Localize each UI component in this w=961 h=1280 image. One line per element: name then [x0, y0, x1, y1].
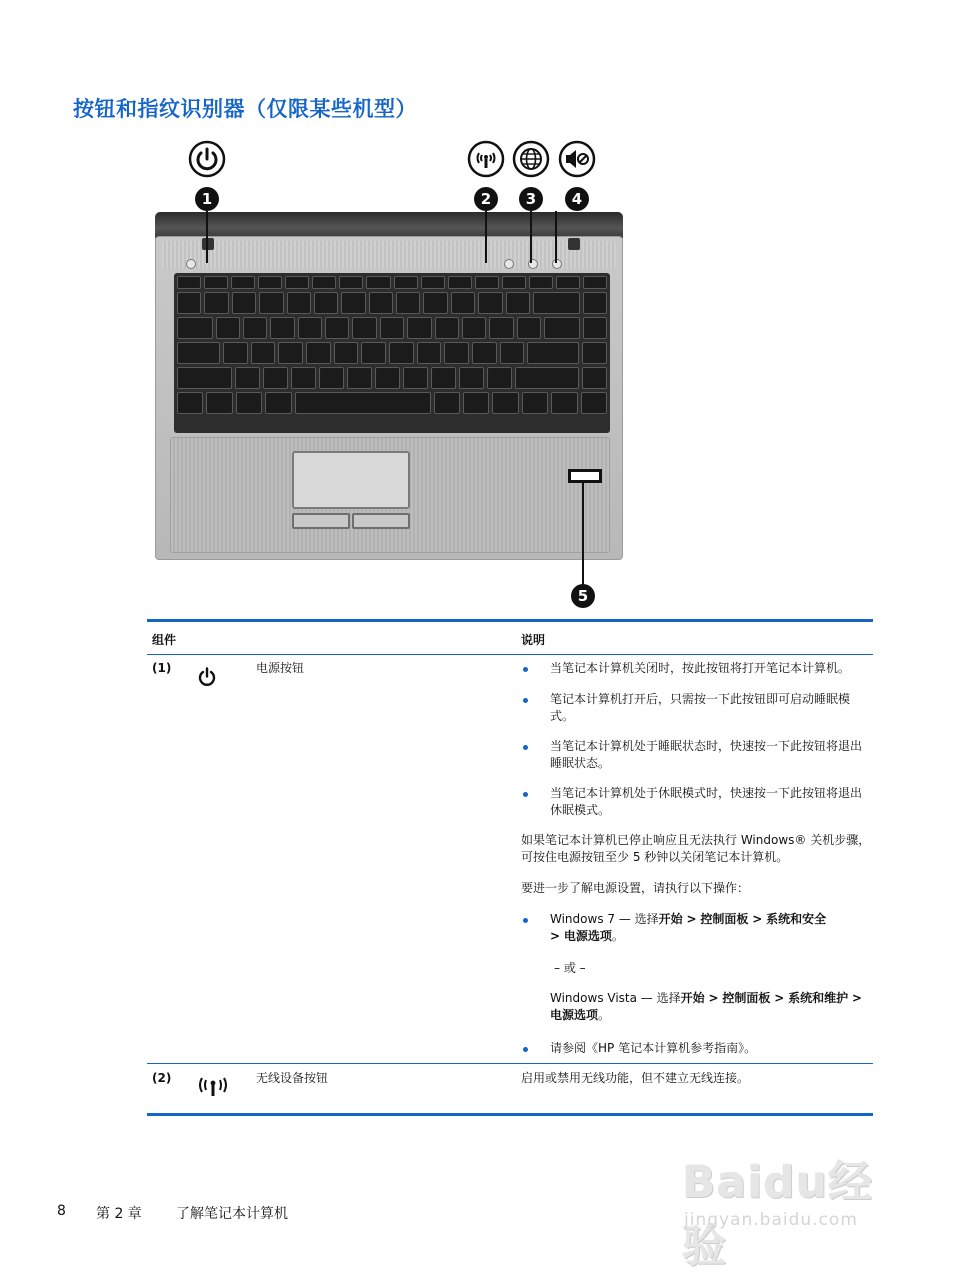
row-1-bullet-3: 当笔记本计算机处于睡眠状态时，快速按一下此按钮将退出睡眠状态。 [550, 739, 863, 770]
vista-system-maintenance: 系统和维护 [788, 991, 849, 1005]
leader-line-5 [582, 481, 584, 585]
callout-2: 2 [474, 187, 498, 211]
row-rule [147, 1063, 873, 1064]
laptop-deck [155, 236, 623, 560]
callout-1: 1 [195, 187, 219, 211]
table-top-rule [147, 619, 873, 622]
page-title: 按钮和指纹识别器（仅限某些机型） [73, 97, 417, 121]
row-1-paragraph-1: 如果笔记本计算机已停止响应且无法执行 Windows® 关机步骤，可按住电源按钮至少 5 秒钟以关闭笔记本计算机。 [521, 833, 871, 864]
keyboard-row [177, 392, 607, 414]
vista-control-panel: 控制面板 [722, 991, 771, 1005]
win7-system-security: 系统和安全 [766, 912, 827, 926]
win7-power-options: 电源选项 [563, 929, 612, 943]
mute-icon [558, 140, 596, 178]
bullet [523, 698, 528, 703]
header-component: 组件 [152, 633, 177, 647]
vista-power-options: 电源选项 [550, 1008, 599, 1022]
row-1-bullet-1: 当笔记本计算机关闭时，按此按钮将打开笔记本计算机。 [550, 661, 851, 675]
path-separator: > [550, 929, 561, 943]
row-1-windows7-path: Windows 7 — 选择开始 > 控制面板 > 系统和安全 > 电源选项。 [550, 912, 827, 943]
laptop-figure [150, 138, 630, 613]
win7-start: 开始 [658, 912, 683, 926]
vista-lead: Windows Vista — 选择 [550, 991, 681, 1005]
leader-line-2 [485, 211, 487, 263]
chapter-title: 了解笔记本计算机 [176, 1206, 288, 1222]
baidu-watermark [672, 1138, 912, 1272]
power-icon [197, 667, 217, 687]
row-2-description: 启用或禁用无线功能，但不建立无线连接。 [521, 1071, 750, 1085]
bullet [523, 667, 528, 672]
page-number: 8 [57, 1203, 66, 1219]
mute-button-dot [552, 259, 562, 269]
row-1-vista-path: Windows Vista — 选择开始 > 控制面板 > 系统和维护 > 电源选项。 [550, 991, 862, 1022]
power-button-dot [186, 259, 196, 269]
row-1-paragraph-2: 要进一步了解电源设置，请执行以下操作： [521, 881, 750, 895]
leader-line-3 [530, 211, 532, 263]
row-1-bullet-2: 笔记本计算机打开后，只需按一下此按钮即可启动睡眠模式。 [550, 692, 851, 723]
row-1-or: – 或 – [554, 961, 586, 975]
path-separator: > [851, 991, 862, 1005]
touchpad [292, 451, 410, 509]
bullet [523, 918, 528, 923]
win7-control-panel: 控制面板 [700, 912, 749, 926]
leader-line-1 [206, 211, 208, 263]
status-light-graphic [568, 238, 580, 250]
callout-5: 5 [571, 584, 595, 608]
wireless-icon [196, 1074, 230, 1098]
watermark-brand: Baidu经验 [682, 1157, 874, 1272]
bullet [523, 1047, 528, 1052]
touchpad-right-button [352, 513, 410, 529]
path-separator: > [774, 991, 785, 1005]
keyboard-row [177, 292, 607, 314]
bullet [523, 745, 528, 750]
callout-4: 4 [565, 187, 589, 211]
path-separator: > [752, 912, 763, 926]
wireless-button-dot [504, 259, 514, 269]
bullet [523, 792, 528, 797]
chapter-label: 第 2 章 [96, 1206, 142, 1222]
win7-lead: Windows 7 — 选择 [550, 912, 659, 926]
laptop-hinge [155, 212, 623, 238]
leader-line-4 [555, 211, 557, 263]
power-icon [188, 140, 226, 178]
keyboard-row [177, 276, 607, 289]
table-bottom-rule [147, 1113, 873, 1116]
header-rule [147, 654, 873, 655]
keyboard-row [177, 367, 607, 389]
keyboard-row [177, 342, 607, 364]
top-strip [162, 241, 616, 269]
row-1-last-bullet: 请参阅《HP 笔记本计算机参考指南》。 [550, 1041, 757, 1055]
watermark-url: jingyan.baidu.com [684, 1210, 858, 1230]
row-1-name: 电源按钮 [256, 661, 305, 675]
callout-3: 3 [519, 187, 543, 211]
path-separator: > [686, 912, 697, 926]
row-2-name: 无线设备按钮 [256, 1071, 329, 1085]
power-button-graphic [202, 238, 214, 250]
row-1-bullet-4: 当笔记本计算机处于休眠模式时，快速按一下此按钮将退出休眠模式。 [550, 786, 863, 817]
row-1-number: (1) [152, 661, 172, 675]
globe-icon [512, 140, 550, 178]
row-2-number: (2) [152, 1071, 172, 1085]
fingerprint-reader [568, 469, 602, 483]
header-description: 说明 [521, 633, 546, 647]
wireless-icon [467, 140, 505, 178]
vista-start: 开始 [680, 991, 705, 1005]
keyboard [174, 273, 610, 433]
keyboard-row [177, 317, 607, 339]
touchpad-left-button [292, 513, 350, 529]
path-separator: > [708, 991, 719, 1005]
